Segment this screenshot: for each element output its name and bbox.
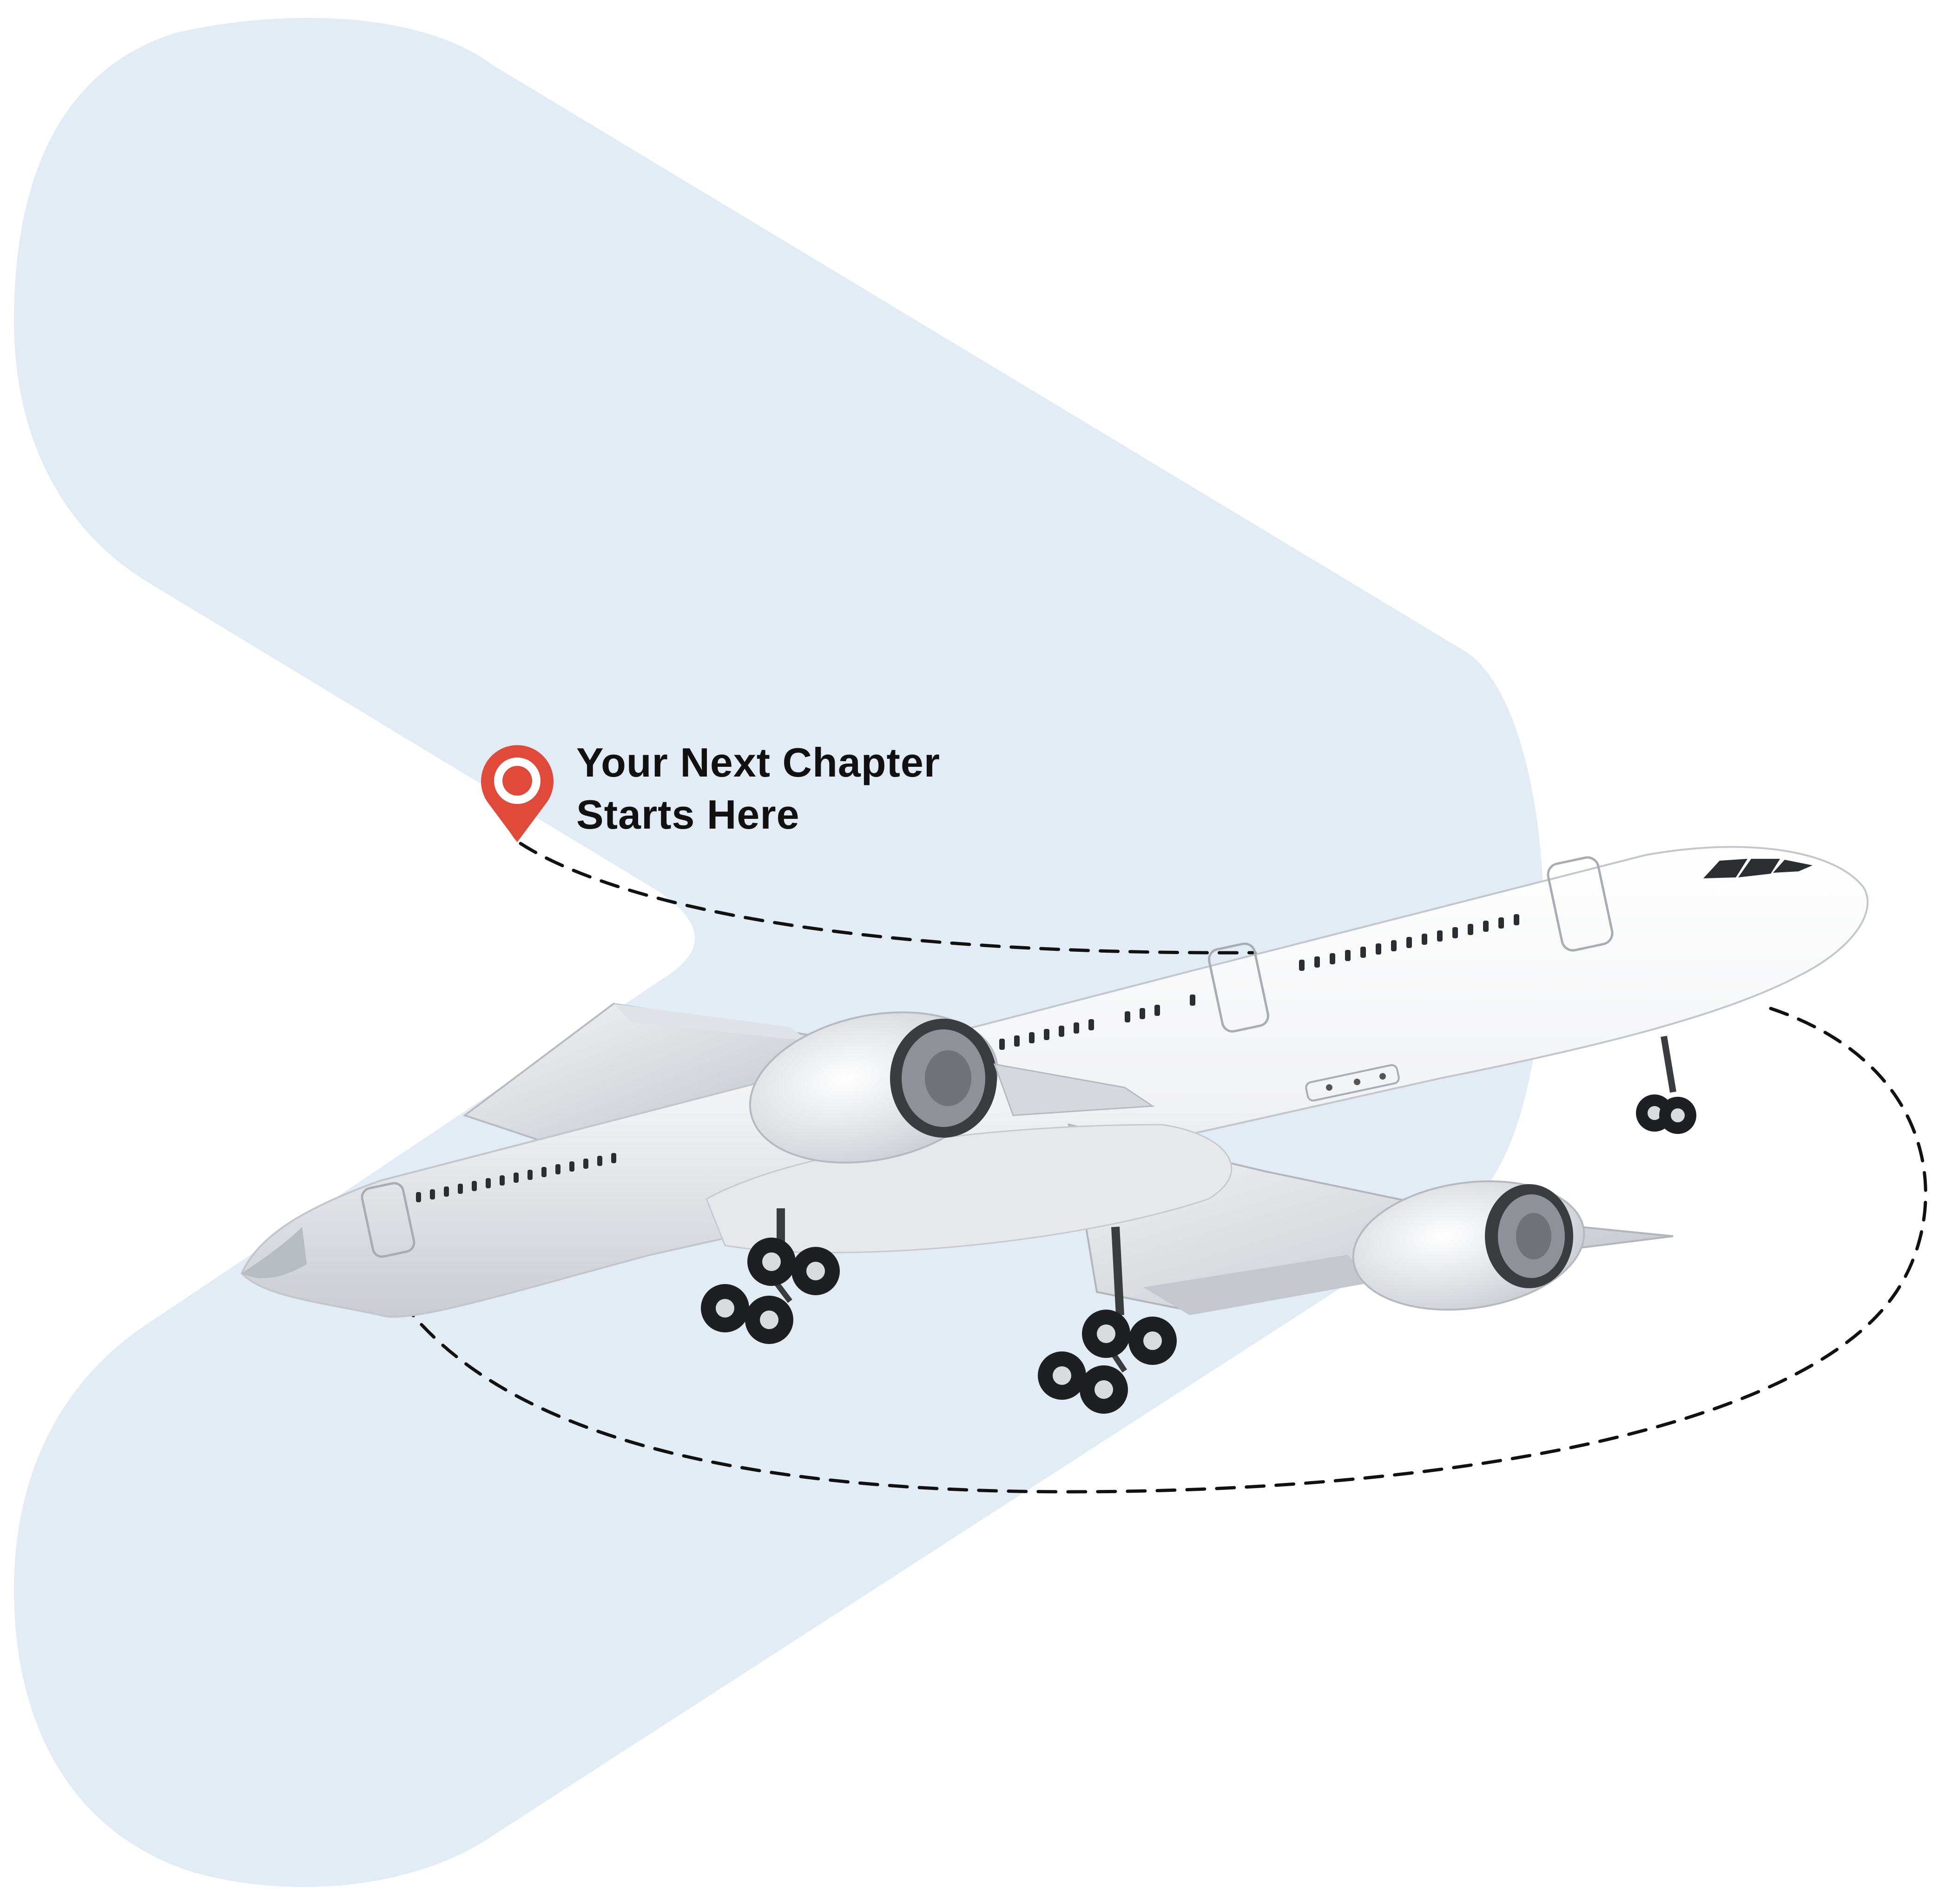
location-pin-icon — [480, 745, 554, 843]
headline-line-1: Your Next Chapter — [576, 739, 941, 785]
nose-landing-gear — [1636, 1036, 1696, 1134]
headline — [576, 737, 940, 841]
headline-line-2: Starts Here — [576, 791, 800, 837]
